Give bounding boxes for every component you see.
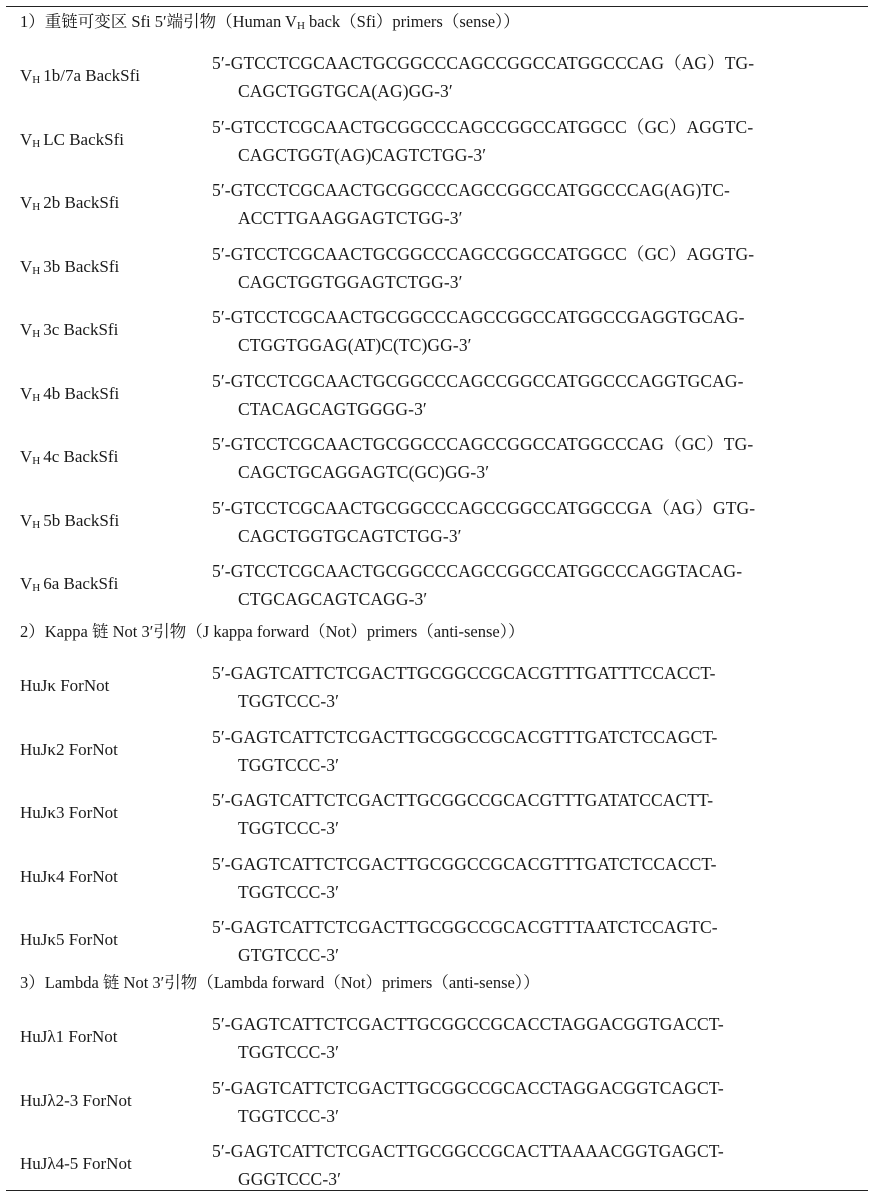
primer-table — [6, 6, 868, 1191]
primer-name: $V_H$ 5b BackSfi — [20, 510, 120, 531]
table-row — [6, 1134, 868, 1197]
primer-name: HuJλ1 ForNot — [20, 1027, 118, 1046]
table-row — [6, 720, 868, 783]
primer-name: HuJκ5 ForNot — [20, 930, 118, 949]
table-row — [6, 656, 868, 719]
primer-sequence: 5′-GTCCTCGCAACTGCGGCCCAGCCGGCCATGGCCGAGGTGCAG- CTGGTGGAG(AT)C(TC)GG-3′ — [212, 307, 745, 355]
primer-name: $V_H$ 3b BackSfi — [20, 256, 120, 277]
primer-sequence: 5′-GAGTCATTCTCGACTTGCGGCCGCACGTTTGATCTCCAGCT- TGGTCCC-3′ — [212, 726, 718, 775]
table-row — [6, 554, 868, 617]
table-row — [6, 910, 868, 973]
primer-name: HuJλ4-5 ForNot — [20, 1154, 132, 1173]
primer-sequence: 5′-GTCCTCGCAACTGCGGCCCAGCCGGCCATGGCC（GC）AGGTG- CAGCTGGTGGAGTCTGG-3′ — [212, 243, 755, 292]
primer-sequence: 5′-GAGTCATTCTCGACTTGCGGCCGCACGTTTGATTTCCACCT- TGGTCCC-3′ — [212, 663, 716, 711]
table-row — [6, 46, 868, 109]
primer-name: $V_H$ 4b BackSfi — [20, 383, 120, 404]
primer-sequence: 5′-GAGTCATTCTCGACTTGCGGCCGCACTTAAAACGGTGAGCT- GGGTCCC-3′ — [212, 1141, 724, 1189]
primer-name: HuJλ2-3 ForNot — [20, 1090, 132, 1110]
primer-sequence: 5′-GAGTCATTCTCGACTTGCGGCCGCACGTTTAATCTCCAGTC- GTGTCCC-3′ — [212, 917, 718, 965]
table-row — [6, 364, 868, 427]
primer-sequence: 5′-GAGTCATTCTCGACTTGCGGCCGCACCTAGGACGGTCAGCT- TGGTCCC-3′ — [212, 1077, 724, 1126]
primer-sequence: 5′-GAGTCATTCTCGACTTGCGGCCGCACGTTTGATATCCACTT- TGGTCCC-3′ — [212, 790, 714, 838]
table-row — [6, 427, 868, 490]
primer-name: HuJκ2 ForNot — [20, 739, 118, 759]
primer-name: $V_H$ 6a BackSfi — [20, 574, 119, 594]
table-row — [6, 491, 868, 554]
section-title: 2）Kappa 链 Not 3′引物（J kappa forward（Not）primers（anti-sense）） — [20, 622, 525, 641]
table-row — [6, 110, 868, 173]
primer-name: $V_H$ 1b/7a BackSfi — [20, 66, 141, 86]
primer-sequence: 5′-GTCCTCGCAACTGCGGCCCAGCCGGCCATGGCCCAG（AG）TG- CAGCTGGTGCA(AG)GG-3′ — [212, 53, 755, 101]
table-row — [6, 1071, 868, 1134]
table-row — [6, 1007, 868, 1070]
section-title: 3）Lambda 链 Not 3′引物（Lambda forward（Not）primers（anti-sense）） — [20, 973, 540, 992]
primer-sequence: 5′-GTCCTCGCAACTGCGGCCCAGCCGGCCATGGCCCAG(AG)TC- ACCTTGAAGGAGTCTGG-3′ — [212, 180, 730, 228]
primer-sequence: 5′-GTCCTCGCAACTGCGGCCCAGCCGGCCATGGCC（GC）AGGTC- CAGCTGGT(AG)CAGTCTGG-3′ — [212, 116, 754, 165]
primer-name: $V_H$ 2b BackSfi — [20, 193, 120, 213]
primer-name: HuJκ4 ForNot — [20, 866, 118, 886]
table-row — [6, 847, 868, 910]
table-row — [6, 173, 868, 236]
primer-name: $V_H$ 4c BackSfi — [20, 447, 119, 467]
primer-sequence: 5′-GTCCTCGCAACTGCGGCCCAGCCGGCCATGGCCGA（AG）GTG- CAGCTGGTGCAGTCTGG-3′ — [212, 497, 756, 546]
primer-name: $V_H$ 3c BackSfi — [20, 320, 119, 340]
primer-name: HuJκ ForNot — [20, 676, 110, 695]
table-row — [6, 783, 868, 846]
primer-name: HuJκ3 ForNot — [20, 803, 118, 822]
table-row — [6, 300, 868, 363]
primer-sequence: 5′-GTCCTCGCAACTGCGGCCCAGCCGGCCATGGCCCAGGTACAG- CTGCAGCAGTCAGG-3′ — [212, 561, 743, 609]
primer-sequence: 5′-GTCCTCGCAACTGCGGCCCAGCCGGCCATGGCCCAGGTGCAG- CTACAGCAGTGGGG-3′ — [212, 370, 744, 419]
primer-sequence: 5′-GAGTCATTCTCGACTTGCGGCCGCACGTTTGATCTCCACCT- TGGTCCC-3′ — [212, 853, 717, 902]
section-title: 1）重链可变区 Sfi 5′端引物（Human $V_H$ back（Sfi）primers（sense）） — [20, 12, 520, 32]
primer-sequence: 5′-GTCCTCGCAACTGCGGCCCAGCCGGCCATGGCCCAG（GC）TG- CAGCTGCAGGAGTC(GC)GG-3′ — [212, 434, 754, 482]
table-row — [6, 237, 868, 300]
primer-sequence: 5′-GAGTCATTCTCGACTTGCGGCCGCACCTAGGACGGTGACCT- TGGTCCC-3′ — [212, 1014, 724, 1062]
primer-name: $V_H$ LC BackSfi — [20, 129, 124, 150]
